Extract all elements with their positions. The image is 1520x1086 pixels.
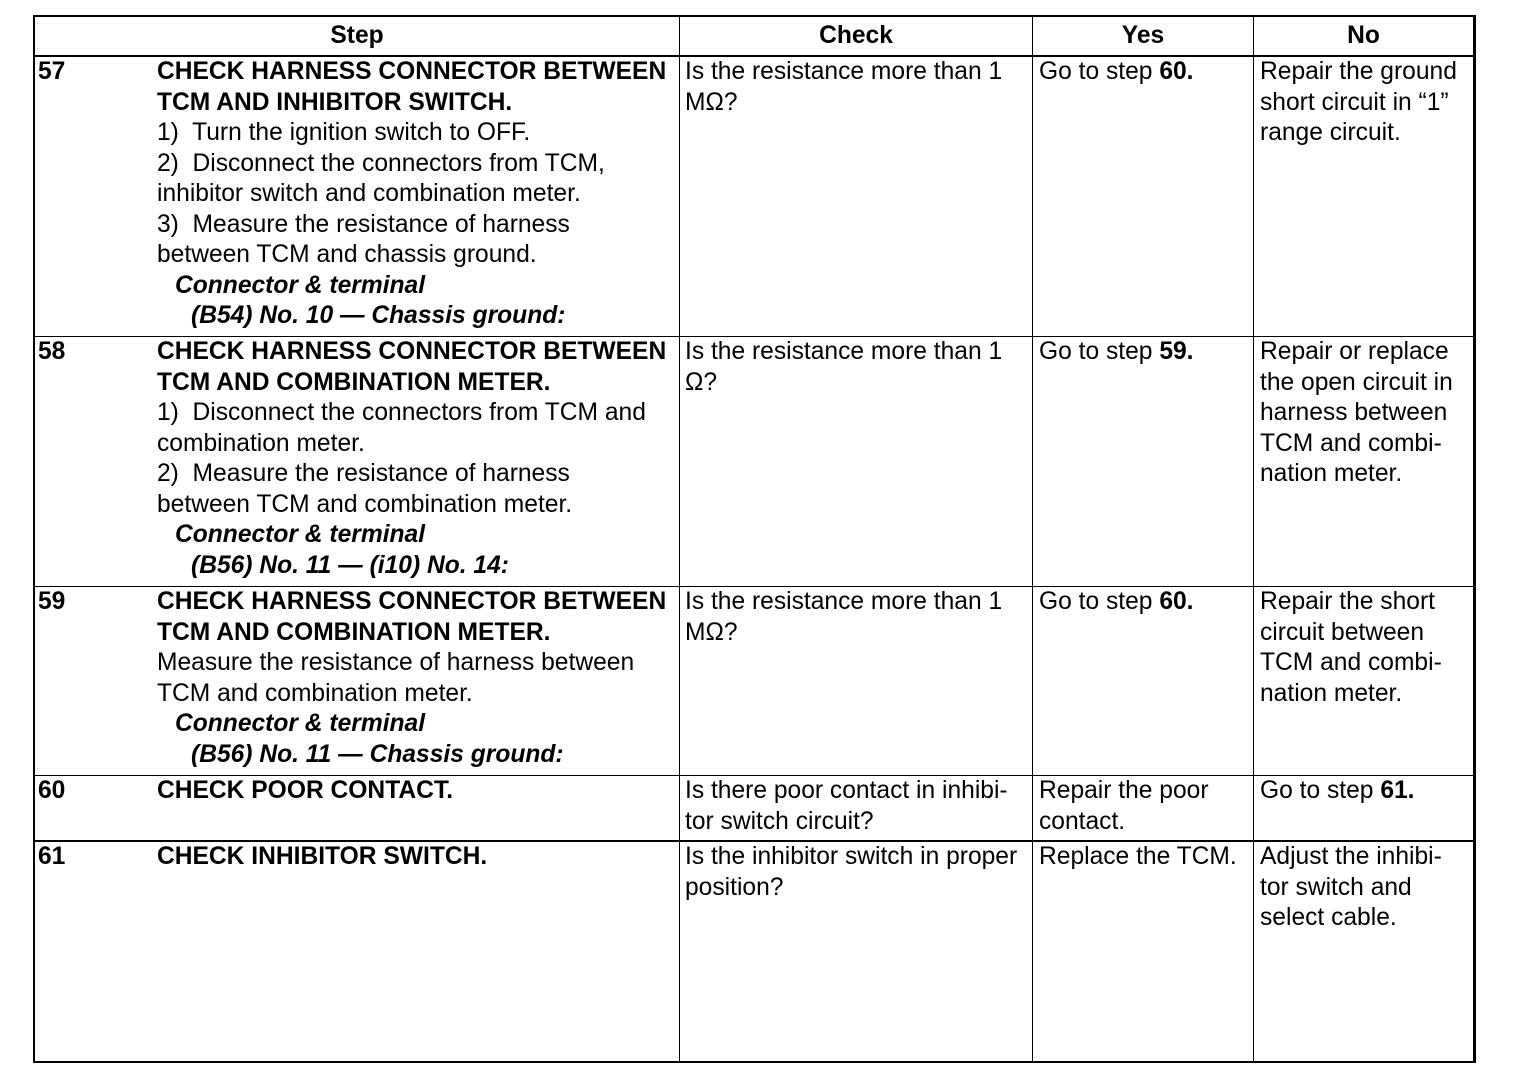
goto-prefix: Go to step xyxy=(1260,777,1374,804)
connector-terminal-value: (B54) No. 10 — Chassis ground: xyxy=(191,302,566,329)
step-title-line: CHECK INHIBITOR SWITCH. xyxy=(157,843,488,870)
no-cell-line: range circuit. xyxy=(1260,119,1401,146)
connector-terminal-value: (B56) No. 11 — (i10) No. 14: xyxy=(191,551,509,579)
check-question-line: Is the inhibitor switch in proper xyxy=(685,843,1018,870)
no-cell-line: Repair or replace xyxy=(1260,338,1449,365)
step-title-line: TCM AND COMBINATION METER. xyxy=(157,368,551,396)
step-number: 58 xyxy=(38,338,66,365)
no-cell xyxy=(1254,337,1473,586)
instruction-line: TCM and combination meter. xyxy=(157,679,473,707)
no-cell xyxy=(1254,57,1473,336)
step-number: 59 xyxy=(38,588,66,615)
goto-prefix: Go to step xyxy=(1039,588,1153,615)
no-cell-line: circuit between xyxy=(1260,618,1425,646)
no-cell-line: harness between xyxy=(1260,399,1448,426)
no-cell-line: select cable. xyxy=(1260,904,1397,931)
header-no: No xyxy=(1347,22,1380,49)
step-number: 60 xyxy=(38,777,66,804)
goto-step-number: 59. xyxy=(1159,338,1194,365)
check-question-line: tor switch circuit? xyxy=(685,807,874,835)
no-cell-line: short circuit in “1” xyxy=(1260,88,1449,116)
check-question-line: Is the resistance more than 1 xyxy=(685,588,1003,615)
check-cell xyxy=(680,337,1033,586)
step-body xyxy=(157,57,679,336)
no-cell-line: the open circuit in xyxy=(1260,368,1453,396)
step-cell xyxy=(35,842,680,1061)
goto-line xyxy=(1039,337,1253,368)
table-header-row xyxy=(35,17,1473,57)
yes-cell xyxy=(1033,587,1254,775)
no-cell-line: TCM and combi- xyxy=(1260,429,1442,457)
yes-cell-line: contact. xyxy=(1039,807,1126,835)
instruction-line: between TCM and combination meter. xyxy=(157,490,573,518)
yes-cell xyxy=(1033,776,1254,840)
header-yes: Yes xyxy=(1033,17,1254,55)
connector-terminal-label: Connector & terminal xyxy=(175,710,426,737)
step-number: 57 xyxy=(38,58,66,85)
no-cell xyxy=(1254,842,1473,1061)
instruction-line: 2) Disconnect the connectors from TCM, xyxy=(157,149,605,177)
header-check: Check xyxy=(680,17,1033,55)
connector-terminal-value: (B56) No. 11 — Chassis ground: xyxy=(191,740,564,768)
no-cell xyxy=(1254,776,1473,840)
check-question-line: MΩ? xyxy=(685,88,738,116)
step-title-line: CHECK HARNESS CONNECTOR BETWEEN xyxy=(157,338,667,365)
goto-line xyxy=(1039,587,1253,618)
no-cell xyxy=(1254,587,1473,775)
step-cell xyxy=(35,57,680,336)
step-number: 61 xyxy=(38,843,66,870)
no-cell-line: nation meter. xyxy=(1260,679,1403,707)
check-question-line: Is the resistance more than 1 xyxy=(685,338,1003,365)
step-cell xyxy=(35,337,680,586)
check-question-line: Is there poor contact in inhibi- xyxy=(685,777,1008,804)
no-cell-line: TCM and combi- xyxy=(1260,649,1442,676)
goto-step-number: 60. xyxy=(1159,58,1194,85)
no-cell-line: nation meter. xyxy=(1260,460,1403,487)
step-body xyxy=(157,337,679,586)
no-cell-line: tor switch and xyxy=(1260,873,1412,901)
step-row-60 xyxy=(35,776,1473,842)
step-title-line: TCM AND COMBINATION METER. xyxy=(157,618,551,646)
yes-cell xyxy=(1033,337,1254,586)
table-body xyxy=(35,57,1473,1061)
no-cell-line: Repair the short xyxy=(1260,588,1435,615)
yes-cell xyxy=(1033,57,1254,336)
no-cell-line: Adjust the inhibi- xyxy=(1260,843,1442,870)
goto-line xyxy=(1260,776,1473,807)
goto-step-number: 60. xyxy=(1159,588,1194,615)
check-question-line: MΩ? xyxy=(685,618,738,646)
goto-prefix: Go to step xyxy=(1039,58,1153,85)
instruction-line: inhibitor switch and combination meter. xyxy=(157,180,581,207)
yes-cell xyxy=(1033,842,1254,1061)
step-title-line: CHECK HARNESS CONNECTOR BETWEEN xyxy=(157,58,667,85)
step-row-58 xyxy=(35,337,1473,587)
goto-prefix: Go to step xyxy=(1039,338,1153,365)
instruction-line: Measure the resistance of harness between xyxy=(157,649,635,676)
instruction-line: 3) Measure the resistance of harness xyxy=(157,210,570,238)
instruction-line: combination meter. xyxy=(157,429,365,457)
check-cell xyxy=(680,57,1033,336)
step-cell xyxy=(35,587,680,775)
check-question-line: position? xyxy=(685,873,784,901)
connector-terminal-label: Connector & terminal xyxy=(175,521,426,548)
step-row-59 xyxy=(35,587,1473,776)
step-body xyxy=(157,587,679,775)
step-title-line: CHECK HARNESS CONNECTOR BETWEEN xyxy=(157,588,667,615)
instruction-line: 1) Disconnect the connectors from TCM and xyxy=(157,399,646,426)
instruction-line: between TCM and chassis ground. xyxy=(157,241,537,268)
step-body xyxy=(157,842,679,1061)
troubleshooting-table xyxy=(33,15,1476,1063)
header-step: Step xyxy=(35,17,680,55)
step-row-61 xyxy=(35,842,1473,1061)
instruction-line: 2) Measure the resistance of harness xyxy=(157,460,570,487)
step-body xyxy=(157,776,679,840)
check-cell xyxy=(680,842,1033,1061)
connector-terminal-label: Connector & terminal xyxy=(175,271,426,299)
yes-cell-line: Repair the poor xyxy=(1039,777,1209,804)
check-cell xyxy=(680,776,1033,840)
step-cell xyxy=(35,776,680,840)
step-row-57 xyxy=(35,57,1473,337)
instruction-line: 1) Turn the ignition switch to OFF. xyxy=(157,119,531,146)
step-title-line: TCM AND INHIBITOR SWITCH. xyxy=(157,88,513,116)
check-question-line: Is the resistance more than 1 xyxy=(685,58,1003,85)
no-cell-line: Repair the ground xyxy=(1260,58,1457,85)
step-title-line: CHECK POOR CONTACT. xyxy=(157,777,454,804)
check-cell xyxy=(680,587,1033,775)
goto-line xyxy=(1039,57,1253,88)
goto-step-number: 61. xyxy=(1380,777,1415,804)
check-question-line: Ω? xyxy=(685,368,718,396)
yes-cell-line: Replace the TCM. xyxy=(1039,843,1237,870)
